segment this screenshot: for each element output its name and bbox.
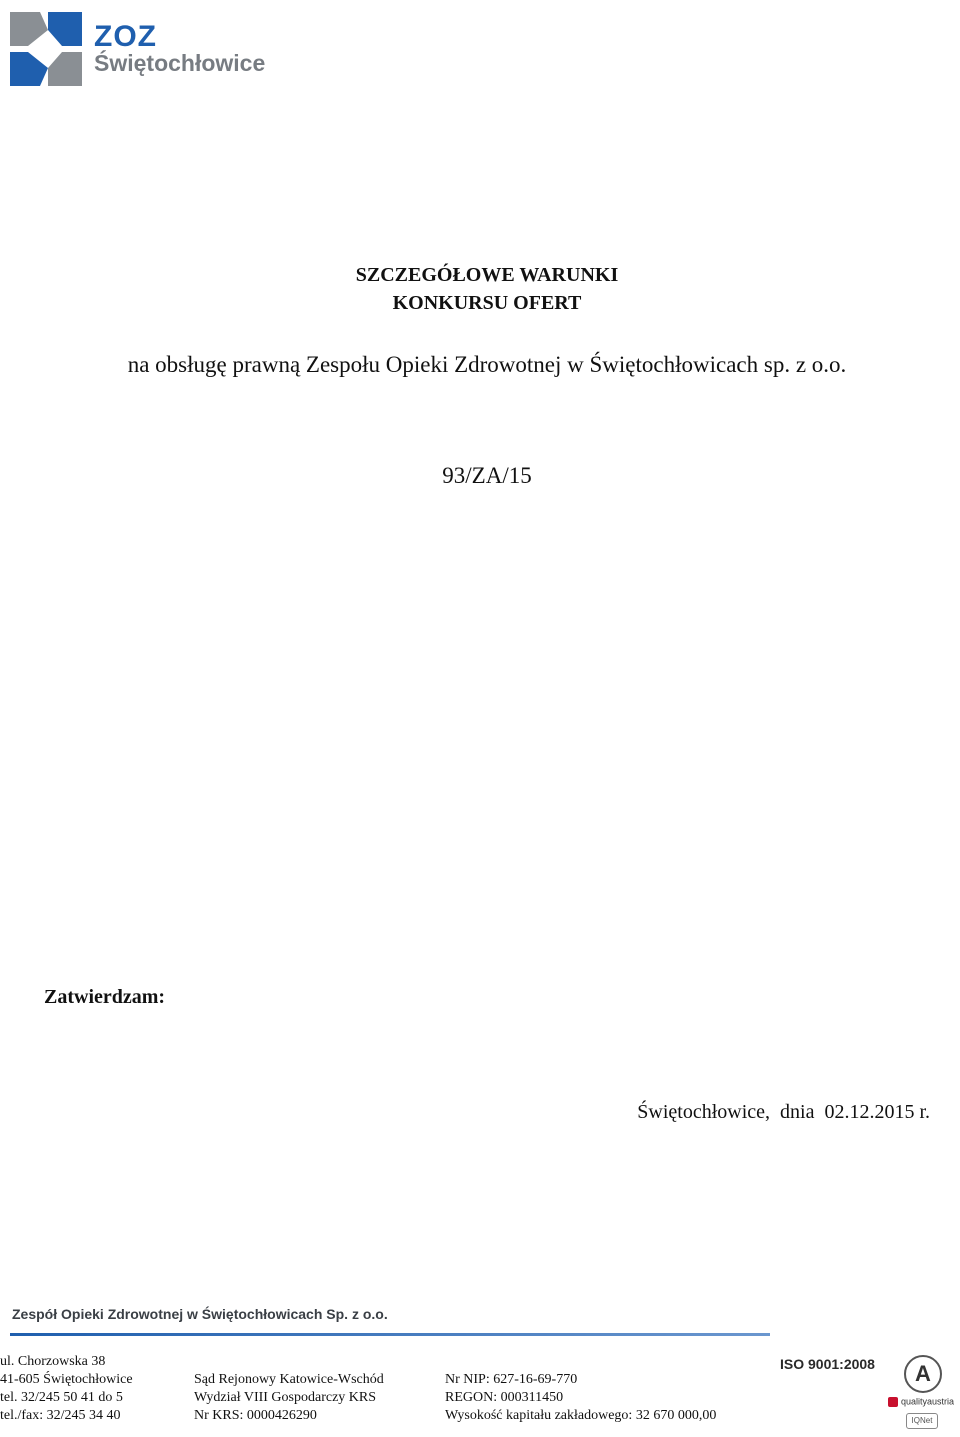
iqnet-logo: IQNet <box>906 1413 938 1429</box>
address-city: 41-605 Świętochłowice <box>0 1372 133 1387</box>
document-title-line-1: SZCZEGÓŁOWE WARUNKI <box>355 264 619 286</box>
footer-registry <box>194 1371 384 1425</box>
quality-austria-logo <box>888 1397 954 1407</box>
registry-krs: Nr KRS: 0000426290 <box>194 1408 317 1423</box>
place-and-date: Świętochłowice, dnia 02.12.2015 r. <box>637 1101 930 1123</box>
certification-seal-icon: A <box>904 1355 942 1393</box>
identifier-regon: REGON: 000311450 <box>445 1390 564 1405</box>
registry-court: Sąd Rejonowy Katowice-Wschód <box>194 1372 384 1387</box>
footer-address <box>0 1353 133 1425</box>
registry-department: Wydział VIII Gospodarczy KRS <box>194 1390 377 1405</box>
identifier-nip: Nr NIP: 627-16-69-770 <box>445 1372 578 1387</box>
address-phone: tel. 32/245 50 41 do 5 <box>0 1390 123 1405</box>
footer-organization-name: Zespół Opieki Zdrowotnej w Świętochłowicach Sp. z o.o. <box>12 1306 388 1322</box>
address-fax: tel./fax: 32/245 34 40 <box>0 1408 121 1423</box>
footer-identifiers <box>445 1371 716 1425</box>
company-logo <box>10 12 290 86</box>
document-subtitle: na obsługę prawną Zespołu Opieki Zdrowotnej w Świętochłowicach sp. z o.o. <box>127 352 847 377</box>
quality-austria-icon <box>888 1397 898 1407</box>
logo-text-city: Świętochłowice <box>94 50 266 76</box>
quality-austria-text: qualityaustria <box>901 1396 955 1407</box>
logo-text-zoz: ZOZ <box>94 20 157 53</box>
zoz-logo-icon <box>10 12 86 86</box>
footer-divider <box>10 1333 770 1336</box>
iso-certificate: ISO 9001:2008 <box>780 1356 875 1372</box>
document-title-line-2: KONKURSU OFERT <box>392 292 582 314</box>
address-street: ul. Chorzowska 38 <box>0 1354 106 1369</box>
reference-number: 93/ZA/15 <box>442 463 532 488</box>
identifier-capital: Wysokość kapitału zakładowego: 32 670 000,00 <box>445 1408 717 1423</box>
approval-label: Zatwierdzam: <box>44 986 166 1008</box>
